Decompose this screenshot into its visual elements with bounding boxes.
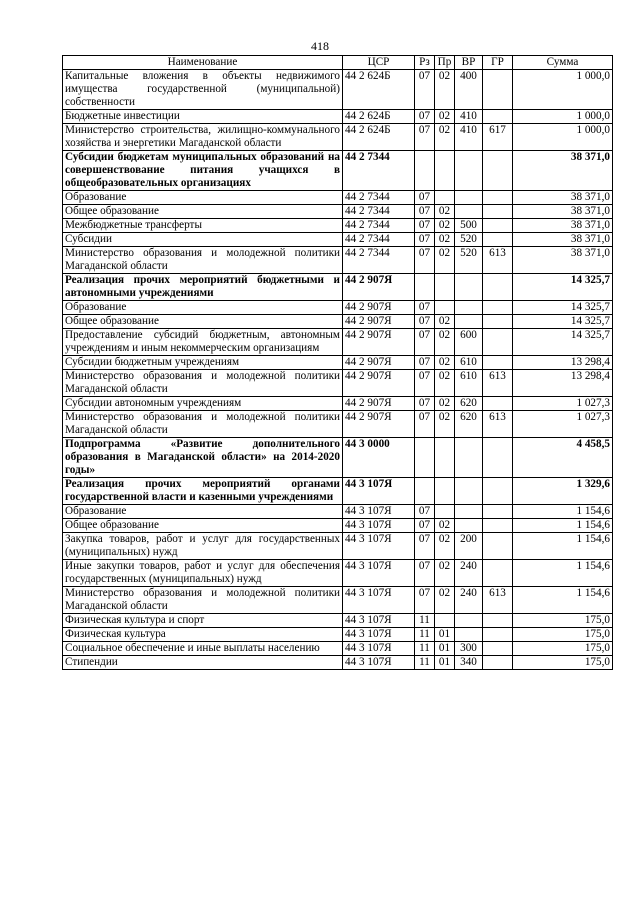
cell-gr: 613: [483, 370, 513, 397]
cell-gr: [483, 110, 513, 124]
cell-rz: 07: [415, 587, 435, 614]
cell-name: Министерство образования и молодежной политики Магаданской области: [63, 411, 343, 438]
cell-gr: [483, 205, 513, 219]
cell-name: Стипендии: [63, 656, 343, 670]
cell-name: Субсидии бюджетным учреждениям: [63, 356, 343, 370]
cell-rz: 07: [415, 370, 435, 397]
cell-rz: 07: [415, 191, 435, 205]
cell-gr: [483, 478, 513, 505]
table-header-row: [63, 56, 613, 70]
cell-csr: 44 2 7344: [343, 191, 415, 205]
cell-pr: 01: [435, 642, 455, 656]
cell-gr: [483, 519, 513, 533]
cell-name: Общее образование: [63, 205, 343, 219]
cell-csr: 44 2 624Б: [343, 124, 415, 151]
cell-vr: [455, 274, 483, 301]
cell-vr: 240: [455, 560, 483, 587]
cell-sum: 38 371,0: [513, 205, 613, 219]
cell-gr: [483, 614, 513, 628]
cell-pr: [435, 301, 455, 315]
cell-gr: [483, 274, 513, 301]
cell-pr: [435, 478, 455, 505]
cell-csr: 44 2 624Б: [343, 110, 415, 124]
table-row: [63, 110, 613, 124]
cell-pr: 02: [435, 247, 455, 274]
cell-gr: 613: [483, 411, 513, 438]
cell-gr: [483, 397, 513, 411]
table-row: [63, 628, 613, 642]
table-row: [63, 478, 613, 505]
cell-gr: [483, 151, 513, 191]
cell-vr: 500: [455, 219, 483, 233]
cell-gr: [483, 505, 513, 519]
cell-rz: 07: [415, 397, 435, 411]
cell-rz: 07: [415, 247, 435, 274]
header-vr: ВР: [455, 56, 483, 70]
cell-pr: 02: [435, 205, 455, 219]
cell-pr: 02: [435, 70, 455, 110]
table-row: [63, 247, 613, 274]
table-row: [63, 533, 613, 560]
cell-csr: 44 3 107Я: [343, 505, 415, 519]
cell-gr: [483, 70, 513, 110]
cell-gr: [483, 438, 513, 478]
cell-sum: 38 371,0: [513, 219, 613, 233]
cell-vr: 600: [455, 329, 483, 356]
cell-sum: 1 000,0: [513, 110, 613, 124]
cell-csr: 44 2 907Я: [343, 370, 415, 397]
cell-pr: 01: [435, 628, 455, 642]
cell-vr: 340: [455, 656, 483, 670]
cell-sum: 1 154,6: [513, 505, 613, 519]
cell-rz: 07: [415, 560, 435, 587]
cell-pr: [435, 614, 455, 628]
table-row: [63, 301, 613, 315]
cell-rz: 07: [415, 70, 435, 110]
header-csr: ЦСР: [343, 56, 415, 70]
page-number: 418: [311, 39, 329, 53]
header-sum: Сумма: [513, 56, 613, 70]
table-row: [63, 356, 613, 370]
cell-name: Реализация прочих мероприятий органами государственной власти и казенными учреждениями: [63, 478, 343, 505]
cell-rz: 07: [415, 533, 435, 560]
cell-pr: 02: [435, 356, 455, 370]
cell-gr: [483, 533, 513, 560]
cell-sum: 175,0: [513, 614, 613, 628]
cell-rz: 07: [415, 315, 435, 329]
cell-csr: 44 2 907Я: [343, 356, 415, 370]
cell-sum: 38 371,0: [513, 151, 613, 191]
cell-vr: 300: [455, 642, 483, 656]
cell-vr: 410: [455, 124, 483, 151]
cell-csr: 44 2 7344: [343, 247, 415, 274]
table-row: [63, 205, 613, 219]
cell-sum: 1 329,6: [513, 478, 613, 505]
cell-csr: 44 3 107Я: [343, 614, 415, 628]
table-row: [63, 219, 613, 233]
cell-pr: [435, 505, 455, 519]
table-row: [63, 233, 613, 247]
cell-sum: 175,0: [513, 628, 613, 642]
cell-pr: 02: [435, 233, 455, 247]
cell-csr: 44 2 7344: [343, 151, 415, 191]
cell-rz: 11: [415, 614, 435, 628]
cell-pr: 02: [435, 124, 455, 151]
cell-sum: 1 154,6: [513, 560, 613, 587]
cell-gr: [483, 191, 513, 205]
cell-gr: 613: [483, 247, 513, 274]
table-row: [63, 614, 613, 628]
header-name: Наименование: [63, 56, 343, 70]
cell-rz: 07: [415, 519, 435, 533]
cell-pr: [435, 151, 455, 191]
cell-pr: 02: [435, 587, 455, 614]
cell-rz: 07: [415, 356, 435, 370]
cell-rz: 07: [415, 110, 435, 124]
cell-vr: 410: [455, 110, 483, 124]
cell-pr: 02: [435, 329, 455, 356]
cell-pr: [435, 438, 455, 478]
cell-gr: [483, 642, 513, 656]
cell-sum: 1 000,0: [513, 70, 613, 110]
table-row: [63, 151, 613, 191]
cell-name: Предоставление субсидий бюджетным, автономным учреждениям и иным некоммерческим организациям: [63, 329, 343, 356]
cell-name: Министерство образования и молодежной политики Магаданской области: [63, 247, 343, 274]
cell-name: Закупка товаров, работ и услуг для государственных (муниципальных) нужд: [63, 533, 343, 560]
cell-csr: 44 2 624Б: [343, 70, 415, 110]
table-row: [63, 656, 613, 670]
cell-rz: [415, 151, 435, 191]
cell-vr: 400: [455, 70, 483, 110]
cell-rz: 07: [415, 233, 435, 247]
cell-sum: 38 371,0: [513, 191, 613, 205]
table-row: [63, 70, 613, 110]
cell-csr: 44 3 107Я: [343, 560, 415, 587]
cell-sum: 13 298,4: [513, 370, 613, 397]
cell-sum: 14 325,7: [513, 329, 613, 356]
cell-name: Общее образование: [63, 315, 343, 329]
cell-sum: 14 325,7: [513, 301, 613, 315]
table-row: [63, 191, 613, 205]
cell-sum: 4 458,5: [513, 438, 613, 478]
cell-csr: 44 2 7344: [343, 219, 415, 233]
cell-name: Капитальные вложения в объекты недвижимого имущества государственной (муниципальной) собственности: [63, 70, 343, 110]
cell-gr: [483, 628, 513, 642]
cell-rz: 11: [415, 628, 435, 642]
cell-pr: 02: [435, 411, 455, 438]
cell-pr: 02: [435, 519, 455, 533]
table-row: [63, 587, 613, 614]
cell-name: Подпрограмма «Развитие дополнительного образования в Магаданской области» на 2014-2020 годы»: [63, 438, 343, 478]
table-row: [63, 124, 613, 151]
cell-rz: 07: [415, 301, 435, 315]
cell-name: Субсидии бюджетам муниципальных образований на совершенствование питания учащихся в общеобразовательных организациях: [63, 151, 343, 191]
cell-name: Образование: [63, 191, 343, 205]
cell-vr: 610: [455, 370, 483, 397]
cell-name: Физическая культура и спорт: [63, 614, 343, 628]
header-gr: ГР: [483, 56, 513, 70]
header-rz: Рз: [415, 56, 435, 70]
cell-name: Министерство образования и молодежной политики Магаданской области: [63, 370, 343, 397]
cell-name: Министерство образования и молодежной политики Магаданской области: [63, 587, 343, 614]
cell-rz: 07: [415, 205, 435, 219]
cell-rz: 07: [415, 505, 435, 519]
cell-pr: 02: [435, 533, 455, 560]
cell-csr: 44 3 107Я: [343, 478, 415, 505]
cell-name: Министерство строительства, жилищно-коммунального хозяйства и энергетики Магаданской области: [63, 124, 343, 151]
cell-rz: 07: [415, 124, 435, 151]
cell-sum: 1 027,3: [513, 411, 613, 438]
cell-pr: [435, 274, 455, 301]
cell-pr: [435, 191, 455, 205]
cell-pr: 02: [435, 370, 455, 397]
cell-vr: [455, 628, 483, 642]
cell-pr: 02: [435, 397, 455, 411]
cell-name: Реализация прочих мероприятий бюджетными и автономными учреждениями: [63, 274, 343, 301]
cell-rz: 07: [415, 411, 435, 438]
cell-gr: 617: [483, 124, 513, 151]
cell-pr: 01: [435, 656, 455, 670]
table-row: [63, 397, 613, 411]
cell-vr: 620: [455, 411, 483, 438]
cell-vr: [455, 478, 483, 505]
cell-sum: 1 000,0: [513, 124, 613, 151]
cell-csr: 44 3 107Я: [343, 642, 415, 656]
cell-name: Межбюджетные трансферты: [63, 219, 343, 233]
cell-sum: 14 325,7: [513, 274, 613, 301]
cell-sum: 1 154,6: [513, 587, 613, 614]
cell-name: Социальное обеспечение и иные выплаты населению: [63, 642, 343, 656]
cell-csr: 44 2 7344: [343, 233, 415, 247]
cell-csr: 44 3 0000: [343, 438, 415, 478]
table-row: [63, 642, 613, 656]
cell-vr: 240: [455, 587, 483, 614]
cell-vr: 520: [455, 247, 483, 274]
cell-sum: 1 154,6: [513, 533, 613, 560]
cell-vr: [455, 301, 483, 315]
cell-gr: 613: [483, 587, 513, 614]
cell-name: Общее образование: [63, 519, 343, 533]
cell-gr: [483, 356, 513, 370]
cell-vr: [455, 505, 483, 519]
cell-pr: 02: [435, 110, 455, 124]
table-row: [63, 560, 613, 587]
header-pr: Пр: [435, 56, 455, 70]
table-row: [63, 438, 613, 478]
cell-csr: 44 3 107Я: [343, 587, 415, 614]
cell-csr: 44 2 907Я: [343, 301, 415, 315]
cell-csr: 44 3 107Я: [343, 533, 415, 560]
cell-gr: [483, 560, 513, 587]
cell-vr: [455, 205, 483, 219]
cell-vr: [455, 315, 483, 329]
cell-vr: [455, 438, 483, 478]
cell-name: Субсидии автономным учреждениям: [63, 397, 343, 411]
cell-sum: 1 154,6: [513, 519, 613, 533]
table-body: [63, 70, 613, 670]
cell-name: Субсидии: [63, 233, 343, 247]
cell-gr: [483, 301, 513, 315]
cell-sum: 13 298,4: [513, 356, 613, 370]
cell-sum: 14 325,7: [513, 315, 613, 329]
cell-sum: 175,0: [513, 642, 613, 656]
cell-name: Физическая культура: [63, 628, 343, 642]
table-row: [63, 370, 613, 397]
cell-csr: 44 2 907Я: [343, 274, 415, 301]
cell-csr: 44 3 107Я: [343, 628, 415, 642]
cell-sum: 38 371,0: [513, 247, 613, 274]
cell-csr: 44 3 107Я: [343, 656, 415, 670]
cell-csr: 44 2 907Я: [343, 329, 415, 356]
cell-rz: 07: [415, 219, 435, 233]
cell-pr: 02: [435, 315, 455, 329]
cell-csr: 44 2 7344: [343, 205, 415, 219]
cell-pr: 02: [435, 560, 455, 587]
cell-vr: [455, 191, 483, 205]
cell-vr: 520: [455, 233, 483, 247]
cell-sum: 175,0: [513, 656, 613, 670]
cell-name: Образование: [63, 301, 343, 315]
cell-gr: [483, 233, 513, 247]
table-row: [63, 519, 613, 533]
cell-rz: 11: [415, 642, 435, 656]
table-row: [63, 329, 613, 356]
cell-csr: 44 2 907Я: [343, 397, 415, 411]
cell-name: Бюджетные инвестиции: [63, 110, 343, 124]
cell-name: Образование: [63, 505, 343, 519]
cell-gr: [483, 219, 513, 233]
table-row: [63, 411, 613, 438]
table-row: [63, 315, 613, 329]
cell-pr: 02: [435, 219, 455, 233]
cell-rz: [415, 274, 435, 301]
cell-csr: 44 2 907Я: [343, 411, 415, 438]
cell-sum: 38 371,0: [513, 233, 613, 247]
cell-vr: [455, 151, 483, 191]
cell-vr: [455, 614, 483, 628]
cell-gr: [483, 315, 513, 329]
table-row: [63, 274, 613, 301]
cell-rz: 07: [415, 329, 435, 356]
cell-vr: 620: [455, 397, 483, 411]
cell-vr: 610: [455, 356, 483, 370]
cell-vr: [455, 519, 483, 533]
cell-rz: 11: [415, 656, 435, 670]
cell-rz: [415, 478, 435, 505]
cell-gr: [483, 329, 513, 356]
cell-rz: [415, 438, 435, 478]
cell-csr: 44 3 107Я: [343, 519, 415, 533]
table-row: [63, 505, 613, 519]
cell-vr: 200: [455, 533, 483, 560]
cell-name: Иные закупки товаров, работ и услуг для обеспечения государственных (муниципальных) нужд: [63, 560, 343, 587]
cell-gr: [483, 656, 513, 670]
budget-table: [62, 55, 613, 670]
cell-csr: 44 2 907Я: [343, 315, 415, 329]
cell-sum: 1 027,3: [513, 397, 613, 411]
